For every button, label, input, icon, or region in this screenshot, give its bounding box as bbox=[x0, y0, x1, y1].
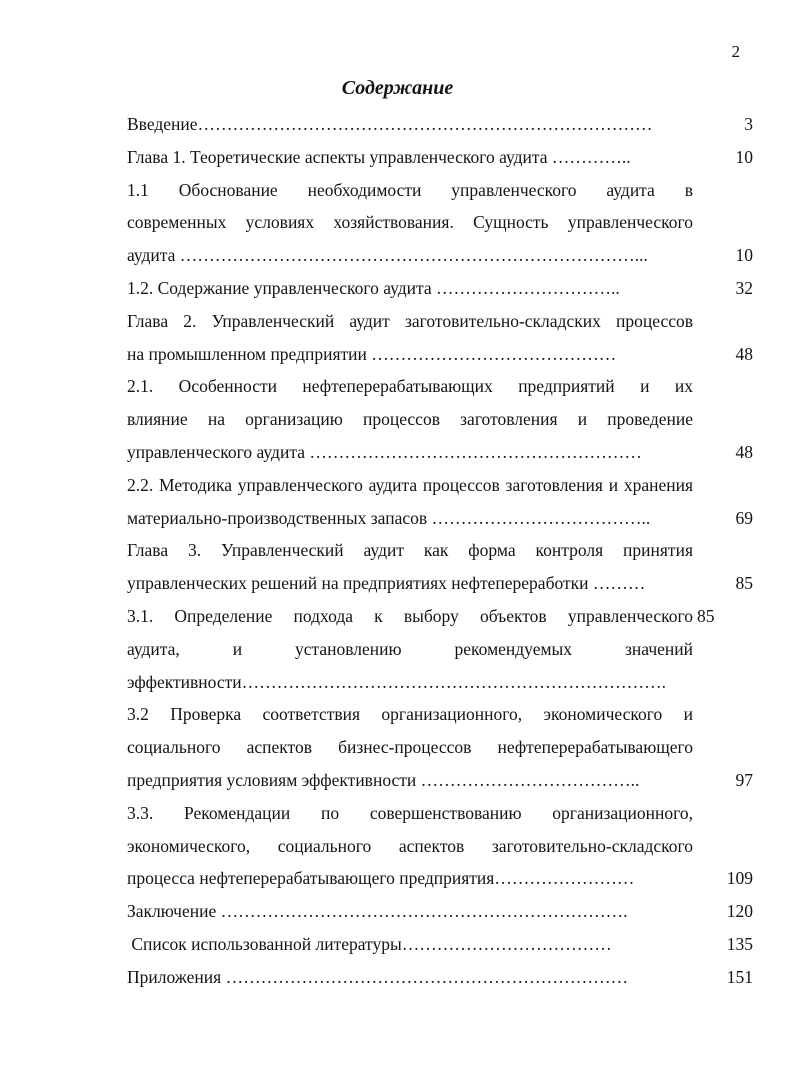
toc-entry-line bbox=[127, 502, 753, 535]
page-number: 2 bbox=[731, 42, 740, 61]
toc-entry-line bbox=[127, 534, 753, 567]
toc-entry-text: материально-производственных запасов ……………………………….. bbox=[127, 507, 651, 528]
toc-entry-text: Глава 1. Теоретические аспекты управленческого аудита ………….. bbox=[127, 146, 631, 167]
toc-entry-line bbox=[127, 666, 753, 699]
toc-page-number: 10 bbox=[735, 146, 753, 167]
toc-entry-text: предприятия условиям эффективности ……………………………….. bbox=[127, 769, 640, 790]
toc-entry-text: 2.2. Методика управленческого аудита процессов заготовления и хранения bbox=[127, 474, 693, 495]
toc-page-number: 85 bbox=[735, 573, 753, 594]
toc-entry-text: управленческих решений на предприятиях нефтепереработки ……… bbox=[127, 573, 646, 594]
toc-entry bbox=[127, 108, 753, 141]
toc-entry-text: Глава 3. Управленческий аудит как форма контроля принятия bbox=[127, 540, 693, 561]
toc-entry-text: аудита ……………………………………………………………………... bbox=[127, 245, 648, 266]
toc-entry bbox=[127, 370, 753, 468]
toc-page-number: 48 bbox=[735, 441, 753, 462]
toc-entry bbox=[127, 797, 753, 895]
toc-entry-line bbox=[127, 436, 753, 469]
toc-entry bbox=[127, 469, 753, 535]
toc-entry-text: Введение…………………………………………………………………… bbox=[127, 114, 653, 134]
toc-entry-line bbox=[127, 403, 753, 436]
toc-entry-line bbox=[127, 469, 753, 502]
toc-entry-line bbox=[127, 633, 753, 666]
toc-entry-text: Глава 2. Управленческий аудит заготовительно-складских процессов bbox=[127, 310, 693, 331]
toc-entry-line bbox=[127, 698, 753, 731]
toc-entry-line bbox=[127, 370, 753, 403]
toc-entry-text: 1.1 Обоснование необходимости управленческого аудита в bbox=[127, 179, 693, 200]
toc-entry-text: социального аспектов бизнес-процессов нефтеперерабатывающего bbox=[127, 737, 693, 758]
toc-entry bbox=[127, 928, 753, 961]
toc-page-number: 32 bbox=[735, 277, 753, 298]
toc-entry-line bbox=[127, 797, 753, 830]
table-of-contents bbox=[127, 108, 753, 994]
toc-entry bbox=[127, 698, 753, 796]
toc-entry-line bbox=[127, 567, 753, 600]
toc-entry-text: современных условиях хозяйствования. Сущность управленческого bbox=[127, 212, 693, 233]
toc-page-number: 48 bbox=[735, 343, 753, 364]
toc-entry-text: 3.2 Проверка соответствия организационного, экономического и bbox=[127, 704, 693, 725]
toc-entry-text: на промышленном предприятии …………………………………… bbox=[127, 343, 617, 364]
toc-entry bbox=[127, 534, 753, 600]
toc-entry-text: 3.3. Рекомендации по совершенствованию организационного, bbox=[127, 802, 693, 823]
toc-entry-text: влияние на организацию процессов заготовления и проведение bbox=[127, 409, 693, 430]
toc-entry-line bbox=[127, 600, 753, 633]
toc-entry-line bbox=[127, 862, 753, 895]
toc-entry-line bbox=[127, 830, 753, 863]
toc-entry-text: 1.2. Содержание управленческого аудита ………………………….. bbox=[127, 277, 620, 298]
toc-page-number: 3 bbox=[744, 114, 753, 134]
toc-entry bbox=[127, 141, 753, 174]
toc-entry-line bbox=[127, 895, 753, 928]
toc-entry-text: Заключение ……………………………………………………………. bbox=[127, 901, 628, 922]
toc-page-number: 135 bbox=[726, 933, 753, 954]
toc-entry bbox=[127, 174, 753, 272]
toc-entry bbox=[127, 305, 753, 371]
toc-page-number: 85 bbox=[697, 605, 715, 626]
toc-entry bbox=[127, 961, 753, 994]
toc-page-number: 120 bbox=[726, 901, 753, 922]
toc-entry-text: процесса нефтеперерабатывающего предприятия…………………… bbox=[127, 868, 635, 889]
toc-page-number: 10 bbox=[735, 245, 753, 266]
toc-page-number: 151 bbox=[726, 966, 753, 987]
toc-entry bbox=[127, 895, 753, 928]
toc-page-number: 69 bbox=[735, 507, 753, 528]
toc-entry-text: 3.1. Определение подхода к выбору объектов управленческого bbox=[127, 605, 693, 626]
toc-entry-line bbox=[127, 764, 753, 797]
toc-entry-text: 2.1. Особенности нефтеперерабатывающих предприятий и их bbox=[127, 376, 693, 397]
toc-title: Содержание bbox=[341, 77, 454, 99]
toc-entry bbox=[127, 600, 753, 698]
toc-entry-line bbox=[127, 928, 753, 961]
toc-entry-line bbox=[127, 141, 753, 174]
toc-entry-line bbox=[127, 108, 753, 141]
toc-entry-text: эффективности………………………………………………………………. bbox=[127, 671, 667, 692]
toc-entry-line bbox=[127, 174, 753, 207]
toc-entry-text: аудита, и установлению рекомендуемых значений bbox=[127, 638, 693, 659]
toc-entry-text: Приложения …………………………………………………………… bbox=[127, 966, 629, 987]
toc-entry-text: управленческого аудита ………………………………………………… bbox=[127, 441, 642, 462]
toc-entry-text: Список использованной литературы……………………………… bbox=[127, 933, 612, 954]
toc-entry-line bbox=[127, 731, 753, 764]
toc-entry-text: экономического, социального аспектов заготовительно-складского bbox=[127, 835, 693, 856]
toc-entry-line bbox=[127, 961, 753, 994]
toc-page-number: 97 bbox=[735, 769, 753, 790]
toc-page-number: 109 bbox=[726, 868, 753, 889]
toc-entry bbox=[127, 272, 753, 305]
toc-entry-line bbox=[127, 272, 753, 305]
toc-entry-line bbox=[127, 305, 753, 338]
toc-entry-line bbox=[127, 338, 753, 371]
toc-entry-line bbox=[127, 206, 753, 239]
toc-entry-line bbox=[127, 239, 753, 272]
